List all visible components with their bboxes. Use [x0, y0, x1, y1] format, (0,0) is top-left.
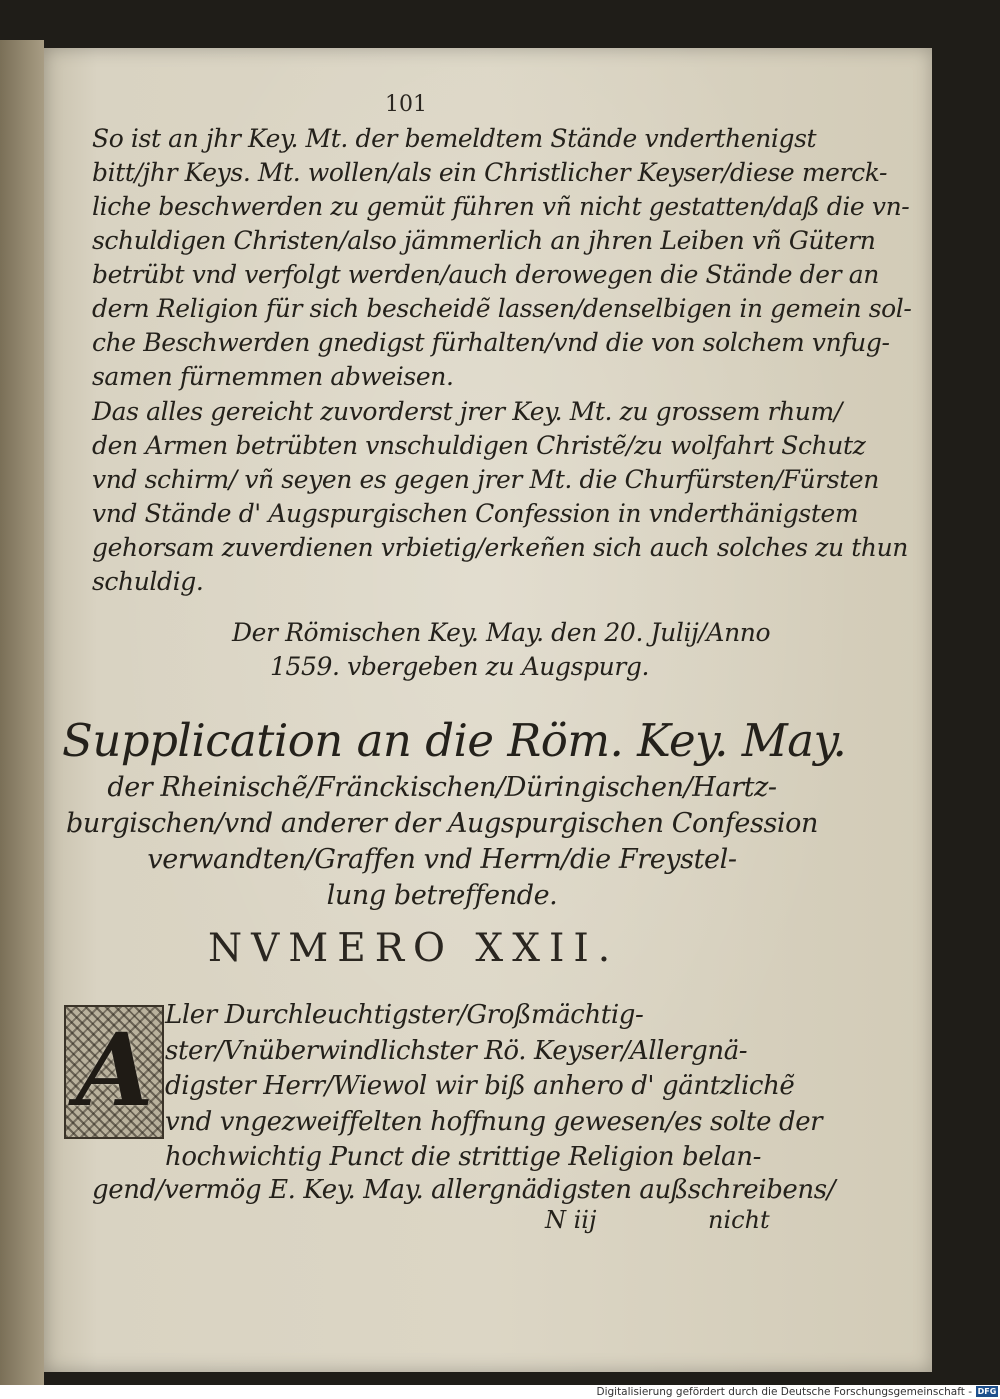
book-binding-edge	[0, 40, 44, 1385]
text-line: gend/vermög E. Key. May. allergnädigsten außschreibens/	[92, 1175, 836, 1205]
text-line: den Armen betrübten vnschuldigen Christẽ/zu wolfahrt Schutz	[92, 431, 866, 460]
signature-mark: N iij	[545, 1206, 597, 1234]
initial-letter: A	[76, 1011, 154, 1129]
text-line: Das alles gereicht zuvorderst jrer Key. Mt. zu grossem rhum/	[92, 397, 842, 426]
section-heading	[62, 712, 847, 914]
text-line: hochwichtig Punct die strittige Religion belan-	[165, 1142, 761, 1172]
heading-subtitle-line: lung betreffende.	[326, 880, 558, 911]
text-line: che Beschwerden gnedigst fürhalten/vnd die von solchem vnfug-	[92, 328, 890, 357]
text-line: vnd vngezweiffelten hoffnung gewesen/es solte der	[165, 1106, 823, 1137]
text-line: digster Herr/Wiewol wir biß anhero d' gäntzlichẽ	[165, 1071, 795, 1101]
text-line: Ller Durchleuchtigster/Großmächtig-	[165, 1000, 644, 1030]
page-number: 101	[385, 92, 427, 117]
date-line: Der Römischen Key. May. den 20. Julij/Anno	[232, 618, 771, 647]
text-line: vnd Stände d' Augspurgischen Confession in vnderthänigstem	[92, 499, 859, 528]
text-line: betrübt vnd verfolgt werden/auch derowegen die Stände der an	[92, 260, 879, 289]
funding-credit: Digitalisierung gefördert durch die Deutsche Forschungsgemeinschaft -	[596, 1386, 972, 1398]
text-line: bitt/jhr Keys. Mt. wollen/als ein Christlicher Keyser/diese merck-	[92, 158, 888, 187]
dfg-logo-icon: DFG	[977, 1387, 997, 1396]
paragraph-3-indented	[165, 998, 822, 1176]
catchword: nicht	[708, 1206, 770, 1234]
text-line: vnd schirm/ vñ seyen es gegen jrer Mt. die Churfürsten/Fürsten	[92, 465, 879, 494]
heading-title: Supplication an die Röm. Key. May.	[62, 714, 847, 767]
text-line: gehorsam zuverdienen vrbietig/erkeñen sich auch solches zu thun	[92, 533, 908, 562]
text-line: ster/Vnüberwindlichster Rö. Keyser/Allergnä-	[165, 1035, 748, 1066]
date-line: 1559. vbergeben zu Augspurg.	[270, 652, 650, 681]
date-note	[232, 616, 770, 684]
text-line: schuldigen Christen/also jämmerlich an jhren Leiben vñ Gütern	[92, 226, 876, 255]
paragraph-1	[92, 122, 912, 394]
text-line: liche beschwerden zu gemüt führen vñ nicht gestatten/daß die vn-	[92, 192, 910, 221]
heading-subtitle-line: burgischen/vnd anderer der Augspurgischen Confession	[65, 808, 819, 839]
heading-subtitle-line: der Rheinischẽ/Fränckischen/Düringischen/Hartz-	[107, 772, 777, 803]
paragraph-3-full	[92, 1173, 835, 1208]
heading-subtitle-line: verwandten/Graffen vnd Herrn/die Freystel-	[147, 844, 737, 875]
text-line: schuldig.	[92, 567, 204, 596]
text-line: samen fürnemmen abweisen.	[92, 362, 454, 391]
decorated-initial	[64, 1005, 164, 1139]
paragraph-2	[92, 395, 908, 599]
section-number: NVMERO XXII.	[208, 926, 620, 971]
text-line: dern Religion für sich bescheidẽ lassen/denselbigen in gemein sol-	[92, 294, 912, 323]
text-line: So ist an jhr Key. Mt. der bemeldtem Stände vnderthenigst	[92, 124, 817, 153]
